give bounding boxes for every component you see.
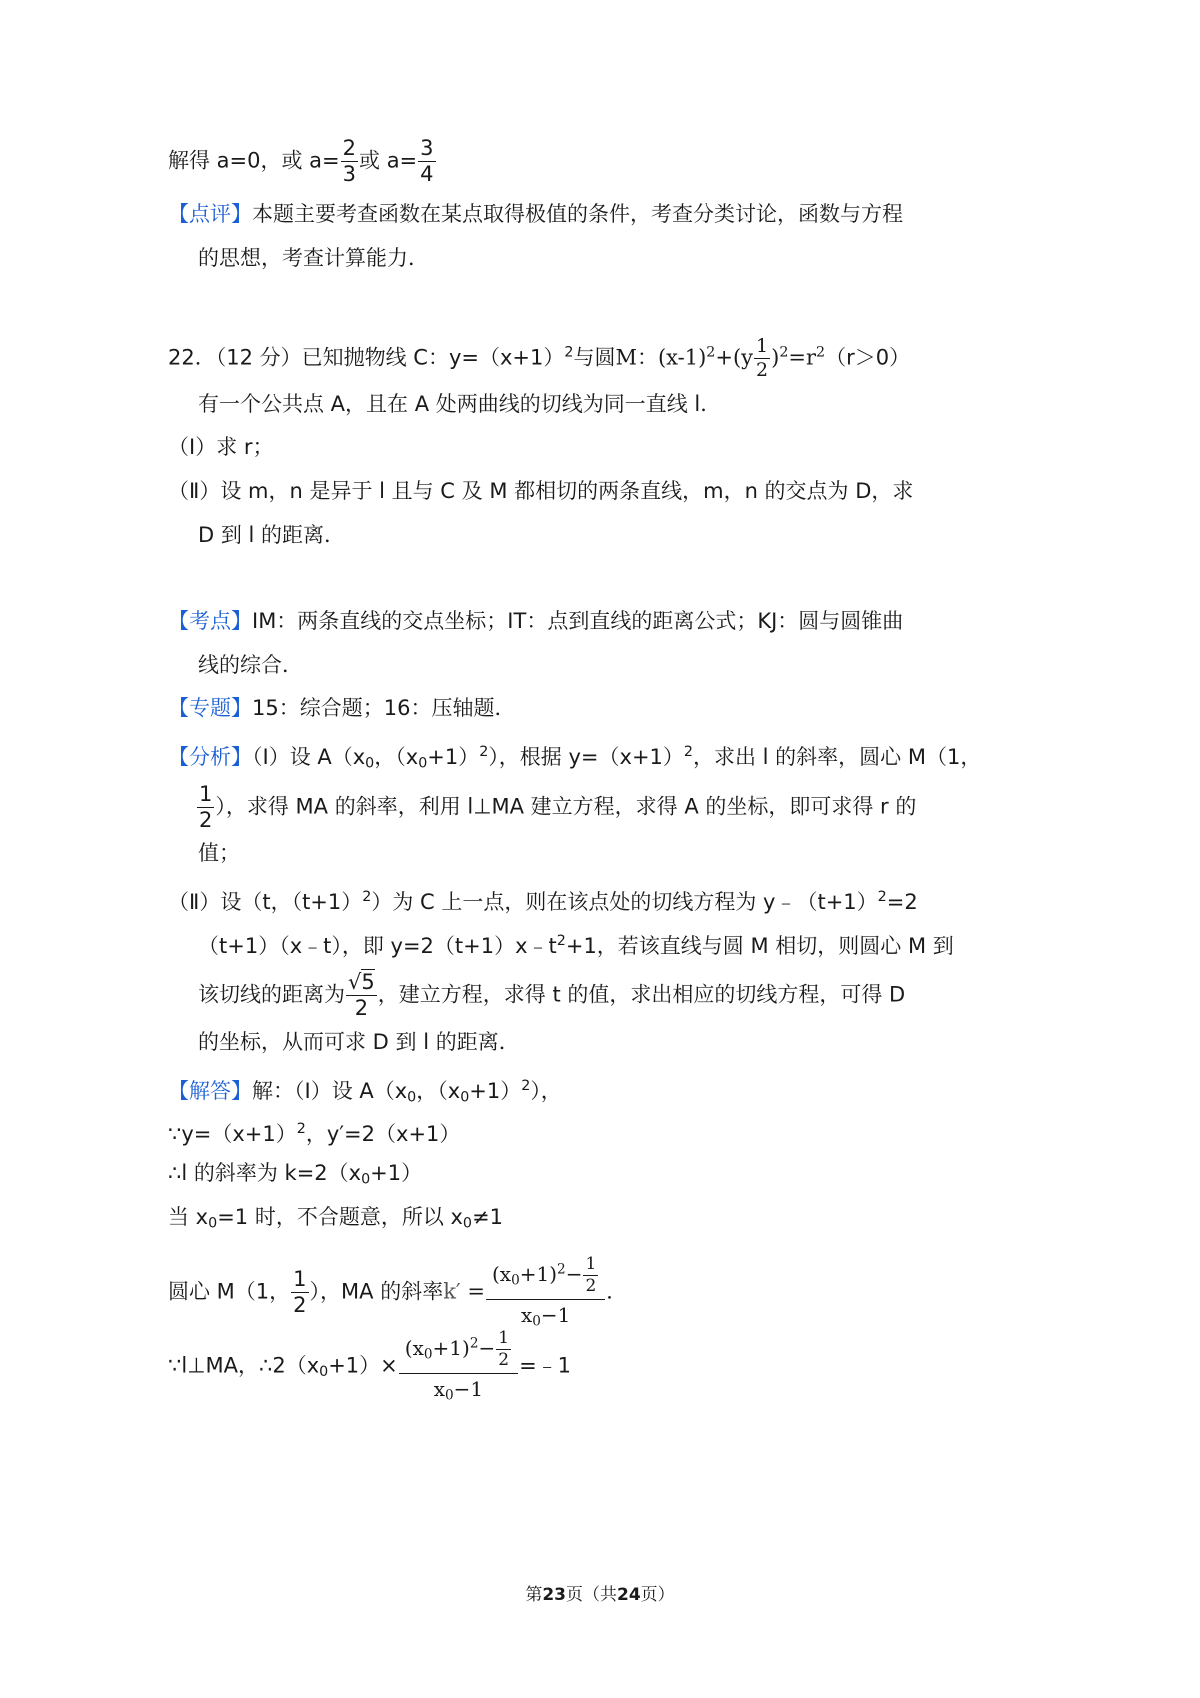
fenxi-tag: 【分析】 xyxy=(168,744,252,769)
denominator: 2 xyxy=(199,808,213,832)
expr: +1) xyxy=(432,1336,470,1360)
exponent: 2 xyxy=(296,1121,306,1137)
fenxi-text: =2 xyxy=(886,889,918,914)
footer-text: 页（共 xyxy=(566,1585,617,1605)
numerator xyxy=(399,1330,518,1374)
jieda-text: ，y′=2（x+1） xyxy=(305,1121,461,1146)
numerator: 1 xyxy=(756,335,769,357)
fraction xyxy=(418,138,435,185)
equation-part: =r xyxy=(788,345,817,370)
jieda-text: ． xyxy=(606,1279,628,1304)
kaodian-line-2 xyxy=(198,650,303,680)
denominator: 2 xyxy=(585,1276,597,1296)
subscript: 0 xyxy=(418,755,428,772)
fenxi-text: ，求出 l 的斜率，圆心 M（1， xyxy=(692,744,982,769)
jieda-text: 当 x xyxy=(168,1205,209,1229)
equals-sign: = xyxy=(467,1279,485,1304)
exponent: 2 xyxy=(706,344,716,361)
denominator: 4 xyxy=(420,162,434,186)
slope-fraction xyxy=(486,1256,605,1329)
slope-fraction xyxy=(399,1330,518,1403)
denominator xyxy=(486,1300,605,1329)
fenxi-text: 值； xyxy=(198,841,240,865)
fenxi-line-6 xyxy=(198,972,905,1019)
expr: x xyxy=(433,1377,445,1401)
denominator: 2 xyxy=(756,359,769,381)
result-text: 或 a= xyxy=(359,148,418,173)
jieda-text: ），MA 的斜率 xyxy=(309,1279,444,1304)
comment-line-1 xyxy=(168,199,903,229)
fenxi-line-1 xyxy=(168,737,981,778)
jieda-text: ∵l⊥MA，∴2（x xyxy=(168,1353,320,1378)
question-22-line-1 xyxy=(168,337,910,380)
jieda-text: ≠1 xyxy=(472,1205,503,1229)
comment-text: 的思想，考查计算能力． xyxy=(198,246,429,270)
result-text: 解得 a=0，或 a= xyxy=(168,148,340,173)
fenxi-text: （t+1）（x﹣t），即 y=2（t+1）x﹣t xyxy=(198,933,557,958)
question-part-2-line-1 xyxy=(168,476,913,506)
fenxi-text: 的坐标，从而可求 D 到 l 的距离． xyxy=(198,1030,520,1054)
question-text: （Ⅱ）设 m，n 是异于 l 且与 C 及 M 都相切的两条直线，m，n 的交点为 D，求 xyxy=(168,479,914,503)
denominator: 3 xyxy=(342,162,357,186)
jieda-text: +1）× xyxy=(328,1353,398,1378)
jieda-line-4 xyxy=(168,1202,503,1239)
expr: (x xyxy=(404,1336,424,1360)
fenxi-text: 该切线的距离为 xyxy=(198,982,345,1007)
zhuanti-tag: 【专题】 xyxy=(168,696,252,720)
fraction xyxy=(754,337,770,380)
fenxi-line-3 xyxy=(198,838,240,868)
page-total: 24 xyxy=(617,1585,641,1605)
question-22-line-2 xyxy=(198,389,721,419)
exponent: 2 xyxy=(479,744,489,760)
numerator xyxy=(486,1256,605,1300)
exponent: 2 xyxy=(877,889,887,905)
jieda-line-1 xyxy=(168,1071,562,1112)
fenxi-text: ），求得 MA 的斜率，利用 l⊥MA 建立方程，求得 A 的坐标，即可求得 r 的 xyxy=(215,794,917,819)
expr: x xyxy=(520,1303,533,1327)
equation-part: (x-1) xyxy=(657,345,707,370)
numerator: 3 xyxy=(420,136,434,160)
jieda-tag: 【解答】 xyxy=(168,1078,252,1103)
fenxi-line-5 xyxy=(198,926,954,961)
fenxi-text: +1） xyxy=(427,744,480,769)
fenxi-text: ），根据 y=（x+1） xyxy=(488,744,684,769)
fenxi-text: +1，若该直线与圆 M 相切，则圆心 M 到 xyxy=(565,933,954,958)
page-number: 23 xyxy=(542,1585,566,1605)
question-part-1 xyxy=(168,432,274,462)
numerator: 2 xyxy=(342,136,357,160)
comment-text: 本题主要考查函数在某点取得极值的条件，考查分类讨论，函数与方程 xyxy=(252,202,903,226)
denominator: 2 xyxy=(354,996,369,1020)
fenxi-text: ）为 C 上一点，则在该点处的切线方程为 y﹣（t+1） xyxy=(371,889,878,914)
numerator: 1 xyxy=(199,782,213,806)
subscript: 0 xyxy=(208,1215,218,1232)
fraction xyxy=(341,138,358,185)
kaodian-text: 线的综合． xyxy=(198,653,303,677)
jieda-line-6 xyxy=(168,1330,571,1403)
exponent: 2 xyxy=(362,889,372,905)
jieda-text: ∴l 的斜率为 k=2（x xyxy=(168,1161,362,1185)
fenxi-line-7 xyxy=(198,1027,520,1057)
expr: −1 xyxy=(540,1303,571,1327)
subscript: 0 xyxy=(423,1346,433,1363)
slope-symbol: k′ xyxy=(443,1279,461,1304)
fenxi-text: （Ⅰ）设 A（x xyxy=(252,744,366,769)
kaodian-line-1 xyxy=(168,606,903,636)
exponent: 2 xyxy=(816,344,826,361)
jieda-text: =1 时，不合题意，所以 x xyxy=(217,1205,463,1229)
equation-part: +(y xyxy=(715,345,754,370)
question-text: D 到 l 的距离． xyxy=(198,523,346,547)
subscript: 0 xyxy=(444,1387,454,1404)
kaodian-tag: 【考点】 xyxy=(168,609,252,633)
zhuanti-line xyxy=(168,693,515,723)
jieda-text: 圆心 M（1， xyxy=(168,1279,291,1304)
exponent: 2 xyxy=(564,344,574,361)
exponent: 2 xyxy=(557,1261,566,1278)
jieda-text: ，（x xyxy=(416,1078,461,1103)
jieda-line-2 xyxy=(168,1114,460,1149)
radicand: 5 xyxy=(361,970,375,994)
subscript: 0 xyxy=(511,1272,520,1289)
denominator xyxy=(399,1374,518,1403)
question-text: 有一个公共点 A，且在 A 处两曲线的切线为同一直线 l． xyxy=(198,392,722,416)
exponent: 2 xyxy=(469,1335,479,1352)
numerator: 1 xyxy=(293,1267,307,1291)
jieda-text: ）， xyxy=(530,1078,562,1103)
subscript: 0 xyxy=(532,1313,541,1330)
zhuanti-text: 15：综合题；16：压轴题． xyxy=(252,696,516,720)
question-part-2-line-2 xyxy=(198,520,345,550)
denominator: 2 xyxy=(293,1293,307,1317)
fraction xyxy=(583,1256,598,1295)
fenxi-text: ，建立方程，求得 t 的值，求出相应的切线方程，可得 D xyxy=(377,982,906,1007)
result-line xyxy=(168,138,437,185)
subscript: 0 xyxy=(319,1364,329,1381)
jieda-text: +1） xyxy=(469,1078,522,1103)
expr: −1 xyxy=(453,1377,484,1401)
exponent: 2 xyxy=(521,1078,531,1094)
denominator: 2 xyxy=(498,1350,510,1370)
fenxi-line-2 xyxy=(196,784,916,831)
subscript: 0 xyxy=(365,755,375,772)
fenxi-line-4 xyxy=(168,882,918,917)
exponent: 2 xyxy=(556,933,566,949)
question-text: 22．（12 分）已知抛物线 C：y=（x+1） xyxy=(168,345,565,370)
subscript: 0 xyxy=(462,1215,472,1232)
exponent: 2 xyxy=(779,344,789,361)
circle-label: M： xyxy=(615,345,658,370)
jieda-text: ∵y=（x+1） xyxy=(168,1121,297,1146)
fraction xyxy=(496,1330,511,1369)
sqrt-fraction xyxy=(346,972,377,1019)
question-text: （r＞0） xyxy=(825,345,911,370)
expr: − xyxy=(565,1262,583,1286)
jieda-text: =﹣1 xyxy=(519,1353,572,1378)
numerator: 1 xyxy=(585,1254,597,1274)
subscript: 0 xyxy=(361,1171,371,1188)
subscript: 0 xyxy=(460,1089,470,1106)
kaodian-text: IM：两条直线的交点坐标；IT：点到直线的距离公式；KJ：圆与圆锥曲 xyxy=(252,609,904,633)
expr: (x xyxy=(492,1262,512,1286)
numerator: √5 xyxy=(348,970,375,994)
fenxi-text: ，（x xyxy=(374,744,419,769)
question-text: 与圆 xyxy=(573,345,616,370)
subscript: 0 xyxy=(407,1089,417,1106)
exponent: 2 xyxy=(683,744,693,760)
comment-tag: 【点评】 xyxy=(168,202,252,226)
expr: +1) xyxy=(519,1262,558,1286)
jieda-text: 解：（Ⅰ）设 A（x xyxy=(252,1078,408,1103)
jieda-text: +1） xyxy=(370,1161,423,1185)
fraction xyxy=(197,784,214,831)
fraction xyxy=(291,1269,308,1316)
equation-part: ) xyxy=(771,345,780,370)
page-footer xyxy=(0,1580,1200,1605)
expr: − xyxy=(478,1336,496,1360)
comment-line-2 xyxy=(198,243,429,273)
footer-text: 第 xyxy=(525,1585,543,1605)
fenxi-text: （Ⅱ）设（t，（t+1） xyxy=(168,889,363,914)
jieda-line-5 xyxy=(168,1256,627,1329)
footer-text: 页） xyxy=(640,1585,675,1605)
numerator: 1 xyxy=(498,1328,510,1348)
jieda-line-3 xyxy=(168,1158,422,1195)
question-text: （Ⅰ）求 r； xyxy=(168,435,274,459)
